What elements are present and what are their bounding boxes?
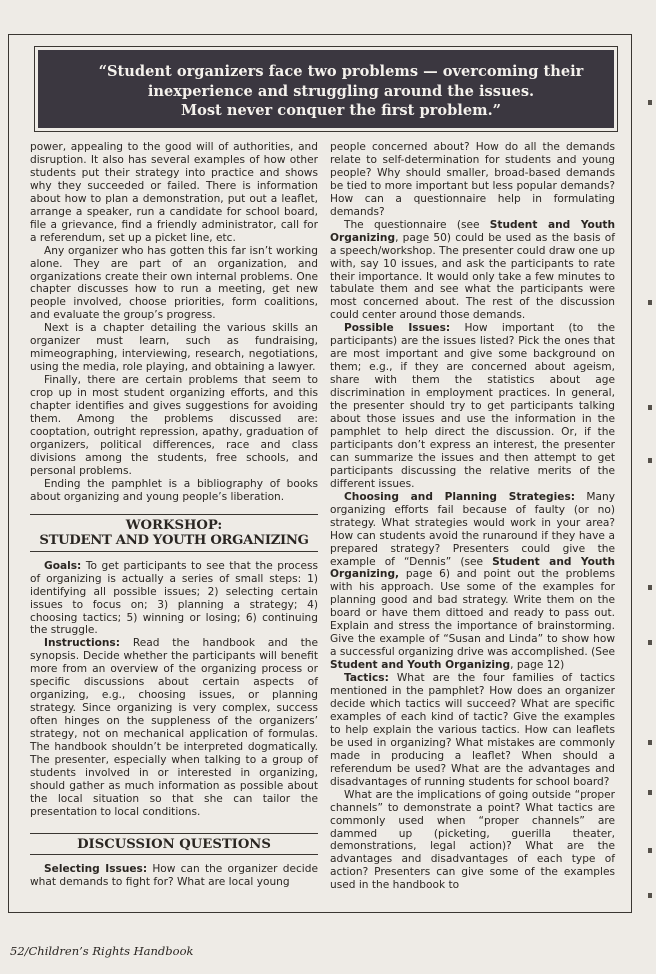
instructions-paragraph — [30, 637, 318, 818]
workshop-heading — [30, 514, 318, 552]
edge-mark — [648, 640, 652, 645]
right-column — [330, 141, 615, 892]
pull-quote — [38, 50, 614, 128]
pull-quote-line: inexperience and struggling around the issues. — [147, 82, 535, 100]
text: , page 12) — [510, 659, 565, 672]
page-footer: 52/Children’s Rights Handbook — [10, 944, 194, 958]
pull-quote-line: “Student organizers face two problems — overcoming their — [98, 63, 584, 80]
possible-issues-label: Possible Issues: — [344, 322, 451, 335]
text: page 6) and point out the problems with his approach. Use some of the examples for planning good and bad strategy. Write them on the board or have them dittoed and ready to pass out. Explain and stress the importance of brainstorming. Give the example of “Susan and Linda” to show how a successful organizing drive was accomplished. (See — [330, 568, 615, 659]
tactics-paragraph — [330, 672, 615, 789]
strategies-label: Choosing and Planning Strategies: — [344, 490, 575, 503]
paragraph: Next is a chapter detailing the various skills an organizer must learn, such as fundraising, mimeographing, interviewing, research, negotiations, using the media, role playing, and obtaining a lawyer. — [30, 322, 318, 374]
paragraph: Any organizer who has gotten this far isn’t working alone. They are part of an organization, and organizations create their own internal problems. One chapter discusses how to run a meeting, get new people involved, choose priorities, form coalitions, and evaluate the group’s progress. — [30, 244, 318, 322]
text: , page 50) could be used as the basis of a speech/workshop. The presenter could draw one up with, say 10 issues, and ask the participants to rate their importance. It would only take a few minutes to tabulate them and see what the participants were most concerned about. The rest of the discussion could center around those demands. — [330, 231, 615, 322]
edge-mark — [648, 100, 652, 105]
edge-mark — [648, 790, 652, 795]
paragraph: What are the implications of going outside “proper channels” to demonstrate a point? What tactics are commonly used when “proper channels” are dammed up (picketing, guerilla theater, demonstrations, legal action)? What are the advantages and disadvantages of each type of action? Presenters can give some of the examples used in the handbook to — [330, 788, 615, 892]
paragraph: Finally, there are certain problems that seem to crop up in most student organizing efforts, and this chapter identifies and gives suggestions for avoiding them. Among the problems discussed are: cooptation, outright repression, apathy, graduation of organizers, political differences, race and class divisions among the students, free schools, and personal problems. — [30, 374, 318, 477]
paragraph: people concerned about? How do all the demands relate to self-determination for students and young people? Why should smaller, broad-based demands be tied to more important but less popular demands? How can a questionnaire help in formulating demands? — [330, 141, 615, 218]
pull-quote-box — [34, 46, 618, 132]
edge-mark — [648, 458, 652, 463]
paragraph: power, appealing to the good will of authorities, and disruption. It also has several examples of how other students put their strategy into practice and shows why they succeeded or failed. There is information about how to plan a demonstration, put out a leaflet, arrange a speaker, run a candidate for school board, file a grievance, find a friendly administrator, call for a referendum, set up a picket line, etc. — [30, 141, 318, 244]
workshop-heading-line: STUDENT AND YOUTH ORGANIZING — [39, 533, 309, 549]
text: Many organizing efforts fail because of faulty (or no) strategy. What strategies would work in your area? How can students avoid the runaround if they have a prepared strategy? Presenters could give the example of “Dennis” (see — [330, 490, 616, 568]
selecting-label: Selecting Issues: — [44, 863, 148, 876]
selecting-text: How can the organizer decide what demands to fight for? What are local young — [30, 863, 318, 889]
edge-mark — [648, 740, 652, 745]
goals-paragraph — [30, 560, 318, 638]
paragraph: Ending the pamphlet is a bibliography of books about organizing and young people’s liberation. — [30, 477, 318, 503]
possible-issues-paragraph — [330, 322, 615, 490]
text: The questionnaire (see — [344, 218, 490, 231]
text: What are the four families of tactics mentioned in the pamphlet? How does an organizer decide which tactics will succeed? What are specific examples of each kind of tactic? Give the examples to help explain the various tactics. How can leaflets be used in organizing? What mistakes are commonly made in producing a leaflet? When should a referendum be used? What are the advantages and disadvantages of running students for school board? — [330, 672, 615, 788]
instructions-label: Instructions: — [44, 637, 120, 650]
edge-mark — [648, 300, 652, 305]
left-column — [30, 141, 318, 889]
edge-mark — [648, 585, 652, 590]
discussion-heading-text: DISCUSSION QUESTIONS — [77, 836, 271, 852]
selecting-paragraph — [30, 863, 318, 889]
strategies-paragraph — [330, 491, 615, 672]
questionnaire-paragraph — [330, 219, 615, 323]
discussion-heading — [30, 833, 318, 856]
book-title: Student and Youth Organizing, — [330, 555, 615, 581]
goals-label: Goals: — [44, 559, 82, 572]
edge-mark — [648, 848, 652, 853]
instructions-text: Read the handbook and the synopsis. Decide whether the participants will benefit more from an overview of the organizing process or specific discussions about certain aspects of organizing, e.g., choosing issues, or planning strategy. Since organizing is very complex, success often hinges on the suppleness of the organizers’ strategy, not on mechanical application of formulas. The handbook shouldn’t be interpreted dogmatically. The presenter, especially when talking to a group of students involved in or interested in organizing, should gather as much information as possible about the local situation so that she can tailor the presentation to local conditions. — [30, 637, 318, 818]
edge-mark — [648, 893, 652, 898]
goals-text: To get participants to see that the process of organizing is actually a series of small steps: 1) identifying all possible issues; 2) selecting certain issues to focus on; 3) planning a strategy; 4) choosing tactics; 5) winning or losing; 6) continuing the struggle. — [30, 559, 318, 637]
tactics-label: Tactics: — [344, 672, 389, 685]
book-title: Student and Youth Organizing — [330, 218, 615, 244]
book-title: Student and Youth Organizing — [330, 659, 511, 672]
pull-quote-line: Most never conquer the first problem.” — [180, 102, 502, 119]
text: How important (to the participants) are the issues listed? Pick the ones that are most important and give some background on them; e.g., if they are concerned about ageism, share with them the statistics about age discrimination in employment practices. In general, the presenter should try to get participants talking about those issues and use the information in the pamphlet to help direct the discussion. Or, if the participants don’t express an interest, the presenter can summarize the issues and then attempt to get participants discussing the relative merits of the different issues. — [330, 322, 615, 490]
workshop-heading-line: WORKSHOP: — [125, 517, 223, 533]
edge-mark — [648, 405, 652, 410]
